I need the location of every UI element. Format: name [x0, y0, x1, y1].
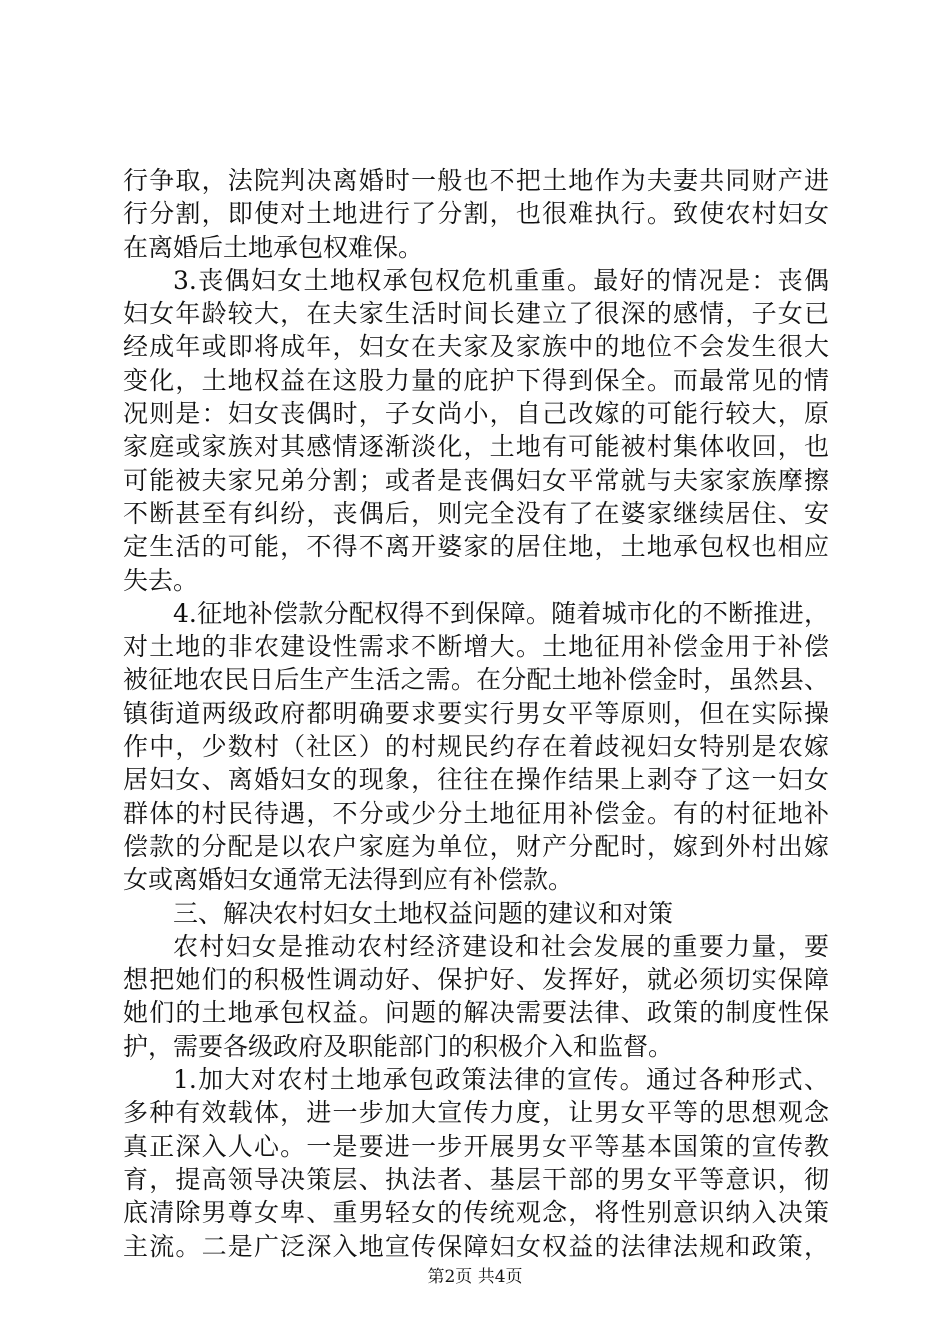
text-line: 想把她们的积极性调动好、保护好、发挥好，就必须切实保障	[123, 965, 829, 995]
text-line: 居妇女、离婚妇女的现象，往往在操作结果上剥夺了这一妇女	[123, 765, 829, 795]
text-line: 作中，少数村（社区）的村规民约存在着歧视妇女特别是农嫁	[123, 732, 829, 762]
text-line: 女或离婚妇女通常无法得到应有补偿款。	[123, 865, 574, 895]
text-line: 家庭或家族对其感情逐渐淡化，土地有可能被村集体收回，也	[123, 432, 829, 462]
text-line: 多种有效载体，进一步加大宣传力度，让男女平等的思想观念	[123, 1098, 829, 1128]
text-line: 底清除男尊女卑、重男轻女的传统观念，将性别意识纳入决策	[123, 1198, 829, 1228]
text-line: 农村妇女是推动农村经济建设和社会发展的重要力量，要	[173, 931, 829, 961]
section-heading: 三、解决农村妇女土地权益问题的建议和对策	[173, 898, 674, 928]
text-line: 偿款的分配是以农户家庭为单位，财产分配时，嫁到外村出嫁	[123, 831, 829, 861]
text-line: 被征地农民日后生产生活之需。在分配土地补偿金时，虽然县、	[123, 665, 829, 695]
text-line: 定生活的可能，不得不离开婆家的居住地，土地承包权也相应	[123, 532, 829, 562]
text-line: 妇女年龄较大，在夫家生活时间长建立了很深的感情，子女已	[123, 299, 829, 329]
text-line: 行争取，法院判决离婚时一般也不把土地作为夫妻共同财产进	[123, 166, 829, 195]
text-line: 3.丧偶妇女土地权承包权危机重重。最好的情况是：丧偶	[173, 265, 829, 295]
text-line: 护，需要各级政府及职能部门的积极介入和监督。	[123, 1031, 674, 1061]
text-line: 真正深入人心。一是要进一步开展男女平等基本国策的宣传教	[123, 1131, 829, 1161]
text-line: 她们的土地承包权益。问题的解决需要法律、政策的制度性保	[123, 998, 829, 1028]
page-number-footer: 第2页 共4页	[427, 1267, 523, 1287]
text-line: 育，提高领导决策层、执法者、基层干部的男女平等意识，彻	[123, 1164, 829, 1194]
text-line: 主流。二是广泛深入地宣传保障妇女权益的法律法规和政策，	[123, 1231, 829, 1261]
text-line: 镇街道两级政府都明确要求要实行男女平等原则，但在实际操	[123, 698, 829, 728]
text-line: 可能被夫家兄弟分割；或者是丧偶妇女平常就与夫家家族摩擦	[123, 465, 829, 495]
document-body	[123, 164, 829, 1263]
text-line: 对土地的非农建设性需求不断增大。土地征用补偿金用于补偿	[123, 632, 829, 662]
text-line: 1.加大对农村土地承包政策法律的宣传。通过各种形式、	[173, 1065, 829, 1095]
text-line: 群体的村民待遇，不分或少分土地征用补偿金。有的村征地补	[123, 798, 829, 828]
text-line: 4.征地补偿款分配权得不到保障。随着城市化的不断推进，	[173, 598, 829, 628]
text-line: 经成年或即将成年，妇女在夫家及家族中的地位不会发生很大	[123, 332, 829, 362]
text-line: 在离婚后土地承包权难保。	[123, 232, 424, 262]
text-line: 不断甚至有纠纷，丧偶后，则完全没有了在婆家继续居住、安	[123, 498, 829, 528]
text-line: 况则是：妇女丧偶时，子女尚小，自己改嫁的可能行较大，原	[123, 399, 829, 429]
text-line: 行分割，即使对土地进行了分割，也很难执行。致使农村妇女	[123, 199, 829, 229]
text-line: 失去。	[123, 565, 199, 595]
text-line: 变化，土地权益在这股力量的庇护下得到保全。而最常见的情	[123, 365, 829, 395]
